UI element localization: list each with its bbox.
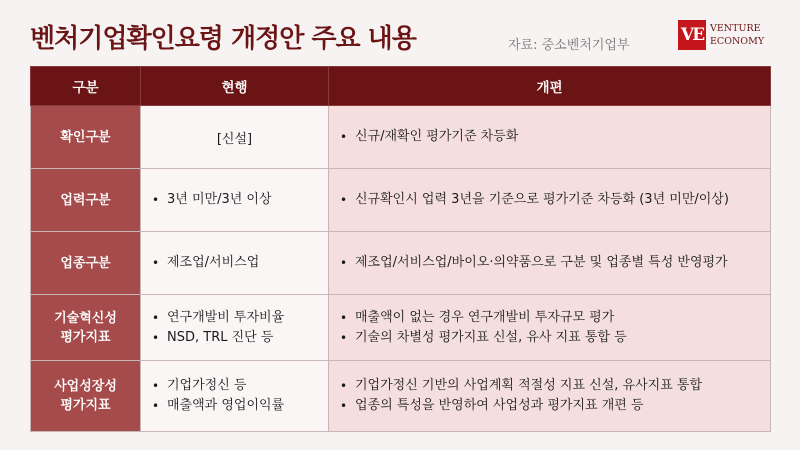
row-revised (329, 232, 771, 295)
current-item: • 기업가정신 등 (167, 376, 328, 396)
revised-item: • 매출액이 없는 경우 연구개발비 투자규모 평가 (355, 308, 770, 328)
row-category: 업종구분 (31, 232, 141, 295)
current-list (141, 253, 328, 273)
revised-item: • 신규확인시 업력 3년을 기준으로 평가기준 차등화 (3년 미만/이상) (355, 190, 770, 210)
row-revised (329, 295, 771, 360)
row-category-line: 기술혁신성 (54, 310, 117, 326)
current-list (141, 376, 328, 416)
table-row (31, 232, 771, 295)
row-category-line: 평가지표 (60, 329, 111, 345)
revised-list (329, 253, 770, 273)
logo-mark: VE (678, 20, 706, 50)
source-note: 자료: 중소벤처기업부 (508, 38, 630, 53)
revised-item: • 기술의 차별성 평가지표 신설, 유사 지표 통합 등 (355, 328, 770, 348)
comparison-table (30, 66, 771, 432)
current-list (141, 190, 328, 210)
current-item: • 제조업/서비스업 (167, 253, 328, 273)
current-list (141, 308, 328, 348)
logo-line-2: ECONOMY (710, 36, 765, 47)
header (30, 12, 770, 58)
revised-item: • 신규/재확인 평가기준 차등화 (355, 127, 770, 147)
current-item: • 연구개발비 투자비율 (167, 308, 328, 328)
current-item: [신설] (216, 131, 253, 147)
page-title: 벤처기업확인요령 개정안 주요 내용 (30, 24, 416, 54)
header-current: 현행 (141, 67, 329, 106)
row-current (141, 232, 329, 295)
revised-list (329, 308, 770, 348)
row-category (31, 295, 141, 360)
row-revised (329, 106, 771, 169)
revised-item: • 제조업/서비스업/바이오·의약품으로 구분 및 업종별 특성 반영평가 (355, 253, 770, 273)
table-row (31, 295, 771, 360)
row-current (141, 295, 329, 360)
table-header-row (31, 67, 771, 106)
revised-item: • 업종의 특성을 반영하여 사업성과 평가지표 개편 등 (355, 396, 770, 416)
logo-line-1: VENTURE (710, 23, 761, 34)
table-row (31, 169, 771, 232)
row-category-line: 평가지표 (60, 397, 111, 413)
revised-list (329, 127, 770, 147)
venture-economy-logo (678, 20, 770, 54)
row-category: 업력구분 (31, 169, 141, 232)
header-category: 구분 (31, 67, 141, 106)
table-row (31, 360, 771, 431)
revised-list (329, 376, 770, 416)
row-category: 확인구분 (31, 106, 141, 169)
row-current (141, 106, 329, 169)
row-revised (329, 169, 771, 232)
revised-item: • 기업가정신 기반의 사업계획 적절성 지표 신설, 유사지표 통합 (355, 376, 770, 396)
revised-list (329, 190, 770, 210)
current-item: • NSD, TRL 진단 등 (167, 328, 328, 348)
row-category (31, 360, 141, 431)
row-current (141, 169, 329, 232)
row-revised (329, 360, 771, 431)
current-item: • 매출액과 영업이익률 (167, 396, 328, 416)
header-revised: 개편 (329, 67, 771, 106)
row-category-line: 사업성장성 (54, 378, 117, 394)
current-item: • 3년 미만/3년 이상 (167, 190, 328, 210)
logo-text (710, 22, 764, 48)
table-row (31, 106, 771, 169)
row-current (141, 360, 329, 431)
